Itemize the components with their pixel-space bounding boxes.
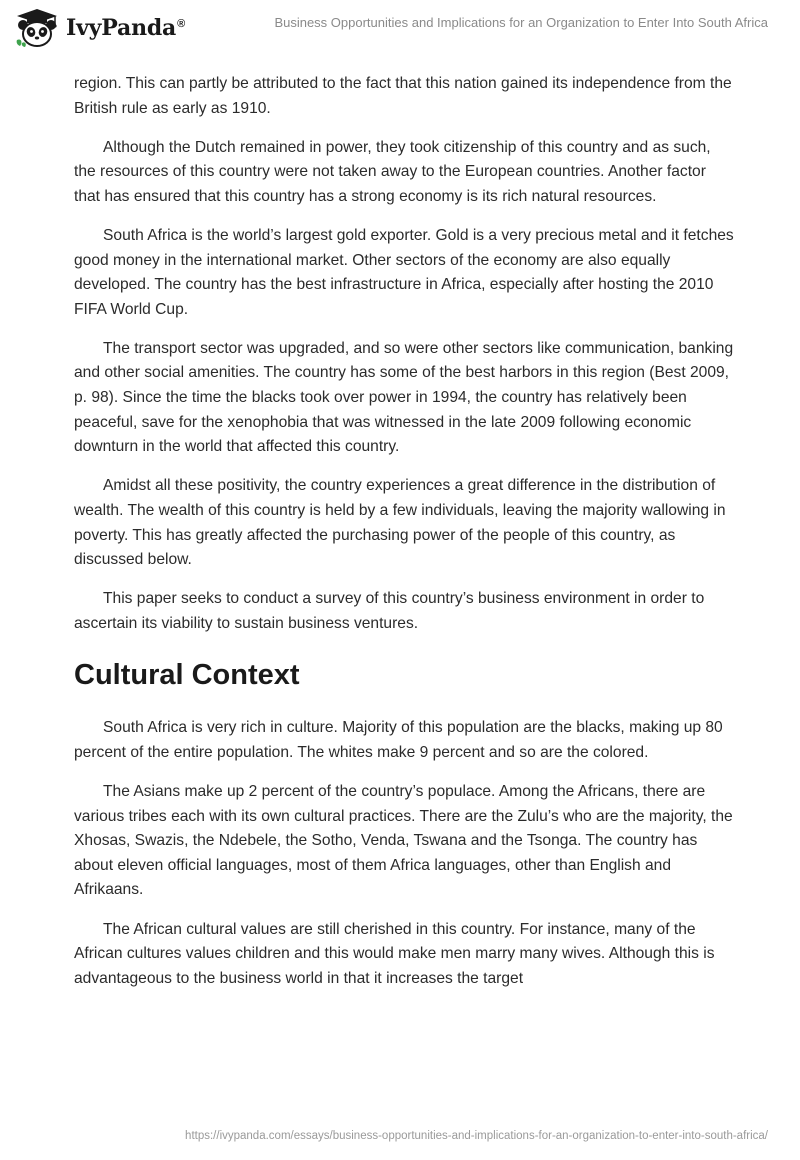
- body-paragraph: South Africa is very rich in culture. Majority of this population are the blacks, making up 80 percent of the entire population. The whites make 9 percent and so are the colored.: [74, 719, 723, 761]
- body-paragraph: Although the Dutch remained in power, they took citizenship of this country and as such, the resources of this country were not taken away to the European countries. Another factor that has ensured that this country has a strong economy is its rich natural resources.: [74, 138, 711, 205]
- ivypanda-logo[interactable]: [14, 8, 185, 48]
- brand-name: IvyPanda®: [66, 15, 186, 41]
- panda-graduate-icon: [14, 8, 60, 48]
- body-paragraph: The transport sector was upgraded, and so were other sectors like communication, banking and other social amenities. The country has some of the best harbors in this region (Best 2009, p. 98). Since the time the blacks took over power in 1994, the country has relatively been peaceful, save for the xenophobia that was witnessed in the late 2009 following economic downturn in the world that affected this country.: [74, 339, 734, 456]
- body-paragraph: This paper seeks to conduct a survey of this country’s business environment in order to ascertain its viability to sustain business ventures.: [74, 590, 705, 632]
- body-paragraph: The African cultural values are still cherished in this country. For instance, many of the African cultures values children and this would make men marry many wives. Although this is advantageous to the business world in that it increases the target: [74, 920, 715, 987]
- body-paragraph: region. This can partly be attributed to the fact that this nation gained its independence from the British rule as early as 1910.: [74, 75, 732, 117]
- source-url[interactable]: https://ivypanda.com/essays/business-opportunities-and-implications-for-an-organization-to-enter-into-south-africa/: [185, 1130, 768, 1142]
- section-heading-cultural-context: Cultural Context: [74, 659, 300, 692]
- document-title: Business Opportunities and Implications for an Organization to Enter Into South Africa: [274, 15, 768, 30]
- body-paragraph: The Asians make up 2 percent of the country’s populace. Among the Africans, there are various tribes each with its own cultural practices. There are the Zulu’s who are the majority, the Xhosas, Swazis, the Ndebele, the Sotho, Venda, Tswana and the Tsonga. The country has about eleven official languages, most of them Africa languages, other than English and Afrikaans.: [74, 783, 733, 899]
- body-paragraph: Amidst all these positivity, the country experiences a great difference in the distribution of wealth. The wealth of this country is held by a few individuals, leaving the majority wallowing in poverty. This has greatly affected the purchasing power of the people of this country, as discussed below.: [74, 477, 726, 569]
- registered-mark: ®: [177, 17, 186, 30]
- essay-body: [74, 72, 734, 1006]
- body-paragraph: South Africa is the world’s largest gold exporter. Gold is a very precious metal and it fetches good money in the international market. Other sectors of the economy are also equally developed. The country has the best infrastructure in Africa, especially after hosting the 2010 FIFA World Cup.: [74, 226, 734, 318]
- page-header: [0, 0, 800, 60]
